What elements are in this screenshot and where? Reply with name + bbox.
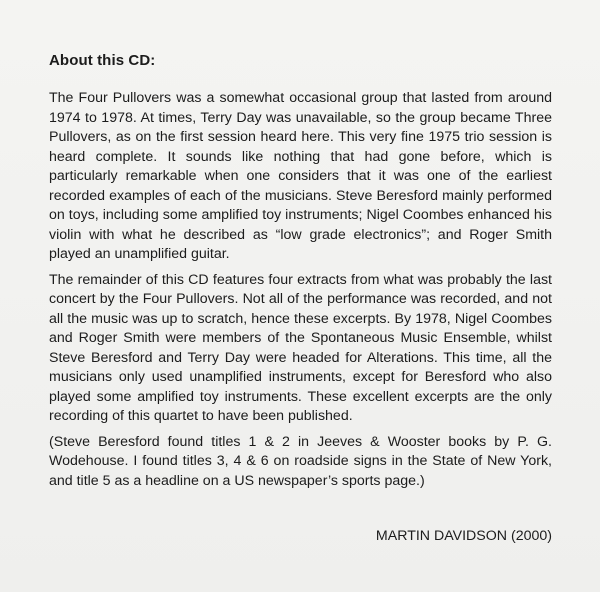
paragraph-title-sources: (Steve Beresford found titles 1 & 2 in Jeeves & Wooster books by P. G. Wodehouse. I found titles 3, 4 & 6 on roadside signs in the State of New York, and title 5 as a headline on a US newspaper’s sports page.) [49,433,552,489]
paragraph-last-concert: The remainder of this CD features four extracts from what was probably the last concert by the Four Pullovers. Not all of the performance was recorded, and not all the music was up to scratch, hence these excerpts. By 1978, Nigel Coombes and Roger Smith were members of the Spontaneous Music Ensemble, whilst Steve Beresford and Terry Day were headed for Alterations. This time, all the musicians only used unamplified instruments, except for Beresford who also played some amplified toy instruments. These excellent excerpts are the only recording of this quartet to have been published. [49,271,552,424]
section-heading: About this CD: [49,52,156,69]
paragraph-trio-session: The Four Pullovers was a somewhat occasional group that lasted from around 1974 to 1978. At times, Terry Day was unavailable, so the group became Three Pullovers, as on the first session heard here. This very fine 1975 trio session is heard complete. It sounds like nothing that had gone before, which is particularly remarkable when one considers that it was one of the earliest recorded examples of each of the musicians. Steve Beresford mainly performed on toys, including some amplified toy instruments; Nigel Coombes enhanced his violin with what he described as “low grade electronics”; and Roger Smith played an unamplified guitar. [49,90,552,262]
liner-notes-body [49,89,552,497]
author-signature: MARTIN DAVIDSON (2000) [375,528,552,544]
